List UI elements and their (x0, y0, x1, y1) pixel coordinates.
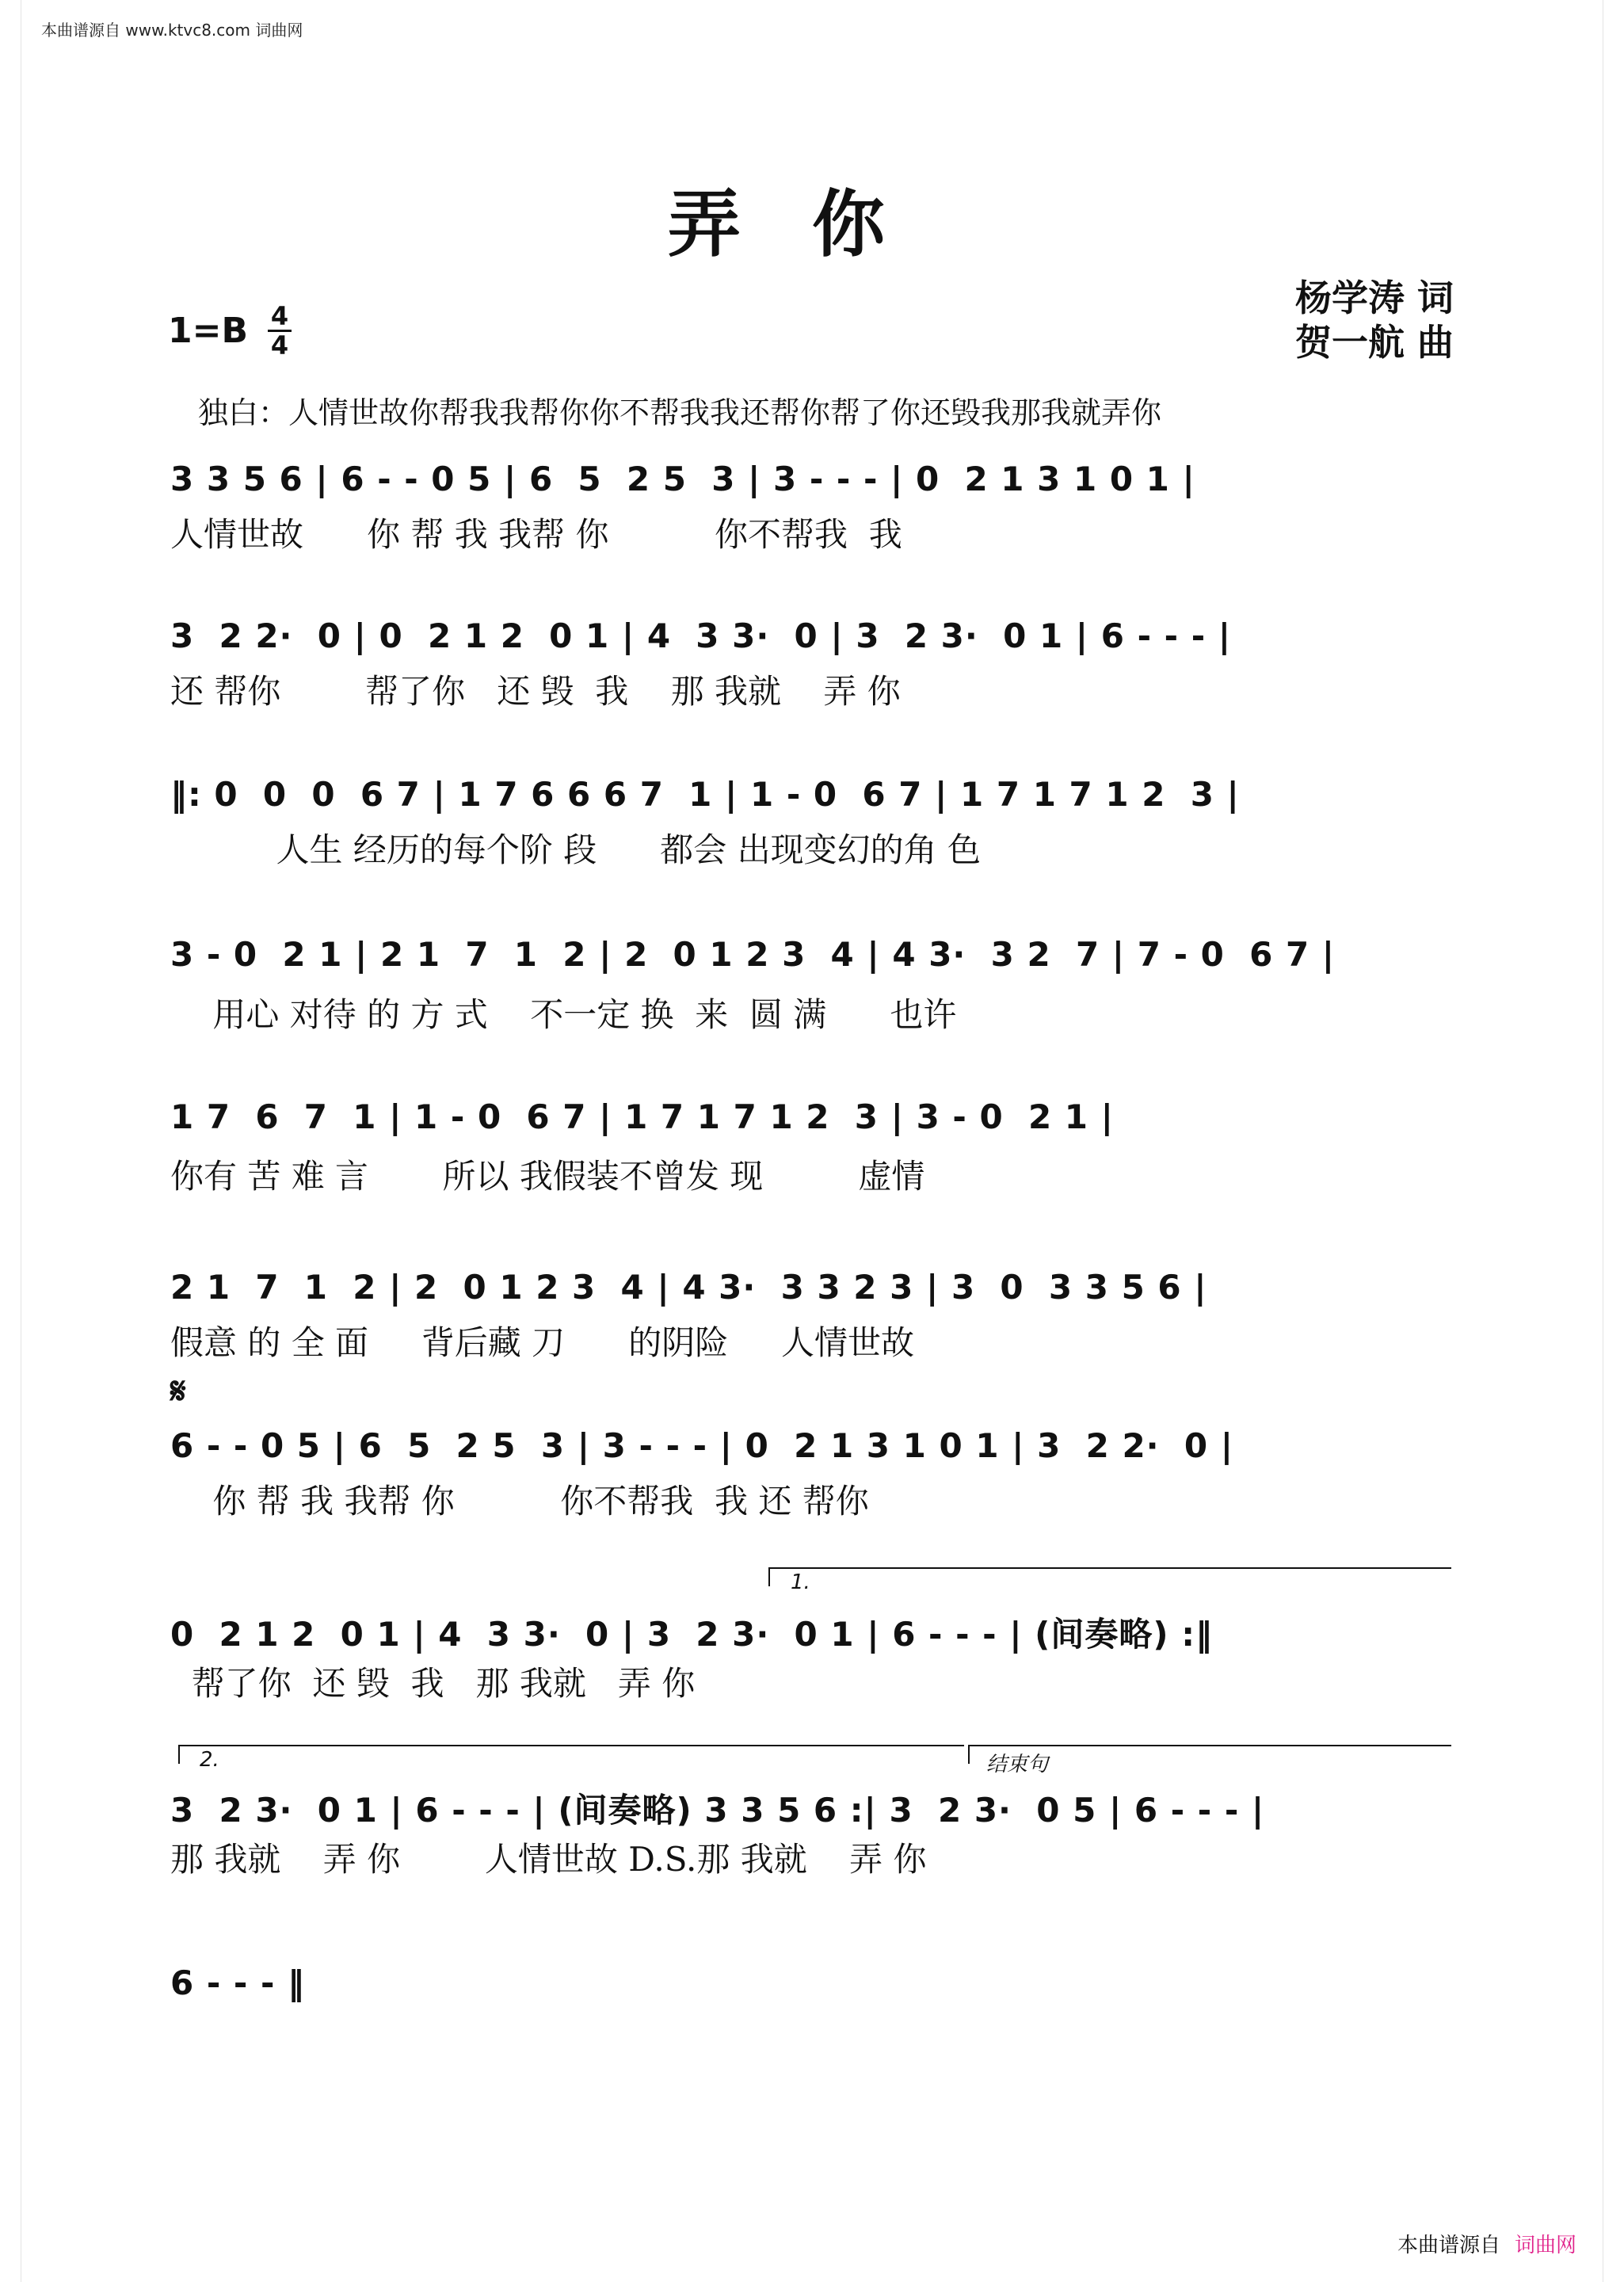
volta-2-bracket (178, 1745, 964, 1764)
key-signature: 1=B (168, 311, 249, 351)
notation-line-10: 6 - - - ‖ (170, 1963, 306, 2002)
coda-label: 结束句 (986, 1753, 1049, 1776)
notation-line-3: ‖: 0 0 0 6 7 | 1 7 6 6 6 7 1 | 1 - 0 6 7 | 1 7 1 7 1 2 3 | (170, 775, 1240, 814)
notation-line-1: 3 3 5 6 | 6 - - 0 5 | 6 5 2 5 3 | 3 - - - | 0 2 1 3 1 0 1 | (170, 460, 1195, 498)
lyricist-credit: 杨学涛 词 (1294, 277, 1454, 319)
segno-sign: 𝄋 (170, 1369, 186, 1412)
monologue: 独白：人情世故你帮我我帮你你不帮我我还帮你帮了你还毁我那我就弄你 (198, 395, 1162, 430)
time-signature (268, 301, 292, 361)
lyric-line-7: 你 帮 我 我帮 你 你不帮我 我 还 帮你 (170, 1482, 869, 1521)
volta-1-bracket (768, 1567, 1451, 1586)
notation-line-2: 3 2 2· 0 | 0 2 1 2 0 1 | 4 3 3· 0 | 3 2 3· 0 1 | 6 - - - | (170, 616, 1232, 655)
song-title: 弄你 (667, 181, 956, 267)
footer (1397, 2229, 1576, 2258)
notation-line-6: 2 1 7 1 2 | 2 0 1 2 3 4 | 4 3· 3 3 2 3 | 3 0 3 3 5 6 | (170, 1268, 1207, 1307)
lyric-line-6: 假意 的 全 面 背后藏 刀 的阴险 人情世故 (170, 1323, 915, 1362)
notation-line-8: 0 2 1 2 0 1 | 4 3 3· 0 | 3 2 3· 0 1 | 6 - - - | (间奏略) :‖ (170, 1615, 1213, 1654)
footer-source: 本曲谱源自 (1397, 2234, 1500, 2257)
left-margin-strip (0, 0, 21, 2282)
lyric-line-3: 人生 经历的每个阶 段 都会 出现变幻的角 色 (170, 830, 982, 869)
footer-site-link[interactable]: 词曲网 (1514, 2234, 1576, 2257)
lyric-line-2: 还 帮你 帮了你 还 毁 我 那 我就 弄 你 (170, 672, 901, 711)
volta-2-label: 2. (200, 1748, 219, 1772)
composer-credit: 贺一航 曲 (1294, 321, 1454, 364)
volta-1-label: 1. (791, 1570, 810, 1594)
notation-line-5: 1 7 6 7 1 | 1 - 0 6 7 | 1 7 1 7 1 2 3 | 3 - 0 2 1 | (170, 1097, 1114, 1136)
lyric-line-4: 用心 对待 的 方 式 不一定 换 来 圆 满 也许 (170, 995, 957, 1034)
lyric-line-5: 你有 苦 难 言 所以 我假装不曾发 现 虚情 (170, 1157, 925, 1196)
time-signature-bottom: 4 (270, 330, 289, 361)
notation-line-9: 3 2 3· 0 1 | 6 - - - | (间奏略) 3 3 5 6 :| 3 2 3· 0 5 | 6 - - - | (170, 1791, 1265, 1830)
header-source: 本曲谱源自 www.ktvc8.com 词曲网 (41, 21, 303, 40)
notation-line-7: 6 - - 0 5 | 6 5 2 5 3 | 3 - - - | 0 2 1 3 1 0 1 | 3 2 2· 0 | (170, 1426, 1234, 1465)
lyric-line-8: 帮了你 还 毁 我 那 我就 弄 你 (170, 1664, 696, 1703)
lyric-line-9: 那 我就 弄 你 人情世故 D.S.那 我就 弄 你 (170, 1840, 927, 1879)
right-margin-strip (1603, 0, 1624, 2282)
lyric-line-1: 人情世故 你 帮 我 我帮 你 你不帮我 我 (170, 515, 902, 554)
time-signature-top: 4 (270, 301, 289, 331)
notation-line-4: 3 - 0 2 1 | 2 1 7 1 2 | 2 0 1 2 3 4 | 4 3· 3 2 7 | 7 - 0 6 7 | (170, 935, 1336, 974)
